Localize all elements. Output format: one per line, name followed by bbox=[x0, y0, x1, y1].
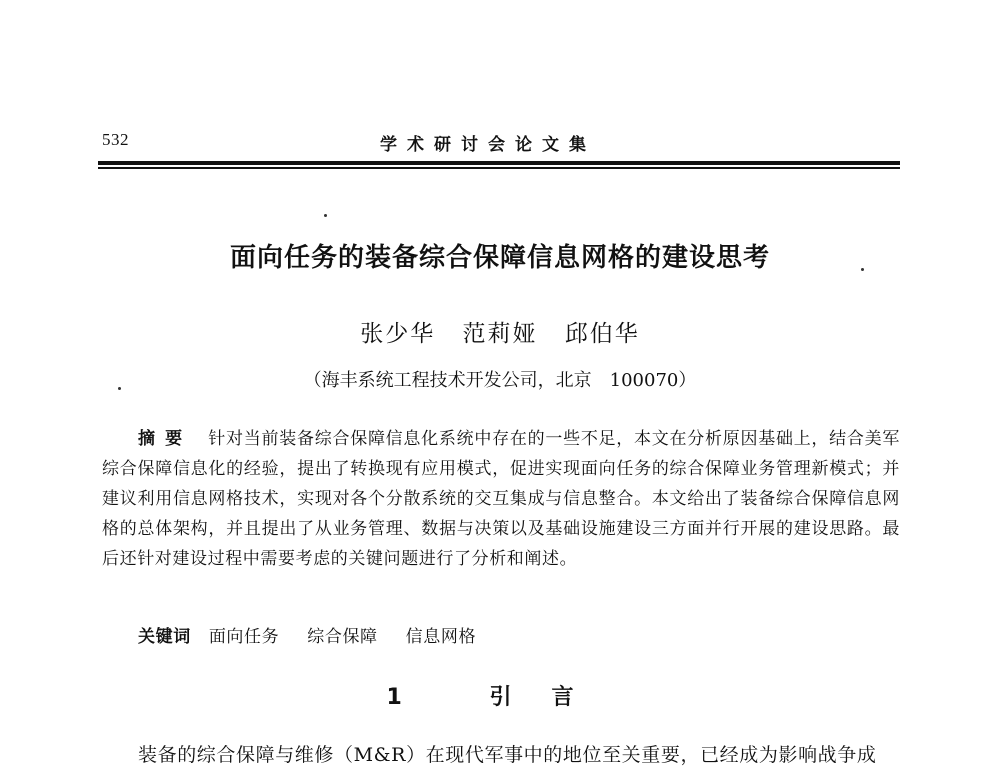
keywords bbox=[138, 622, 498, 647]
header-rule-thick bbox=[98, 161, 900, 165]
keyword-item: 信息网格 bbox=[405, 627, 477, 647]
paper-authors: 张少华 范莉娅 邱伯华 bbox=[360, 321, 640, 347]
body-paragraph-first-line: 装备的综合保障与维修（M&R）在现代军事中的地位至关重要，已经成为影响战争成 bbox=[138, 744, 877, 766]
header-rule-thin bbox=[98, 167, 900, 169]
section-heading: 1 引言 bbox=[386, 685, 614, 710]
keyword-item: 面向任务 bbox=[208, 627, 280, 647]
abstract-text: 针对当前装备综合保障信息化系统中存在的一些不足，本文在分析原因基础上，结合美军综合保障信息化的经验，提出了转换现有应用模式，促进实现面向任务的综合保障业务管理新模式；并建议利用信息网格技术，实现对各个分散系统的交互集成与信息整合。本文给出了装备综合保障信息网格的总体架构，并且提出了从业务管理、数据与决策以及基础设施建设三方面并行开展的建设思路。最后还针对建设过程中需要考虑的关键问题进行了分析和阐述。 bbox=[102, 429, 900, 569]
keyword-item: 综合保障 bbox=[307, 627, 378, 647]
scan-speck bbox=[324, 214, 327, 217]
paper-title: 面向任务的装备综合保障信息网格的建设思考 bbox=[229, 243, 770, 273]
paper-affiliation: （海丰系统工程技术开发公司，北京 100070） bbox=[303, 370, 697, 391]
page-number: 532 bbox=[102, 130, 129, 149]
abstract bbox=[102, 424, 900, 574]
abstract-label: 摘要 bbox=[138, 429, 193, 449]
running-head: 学术研讨会论文集 bbox=[380, 135, 596, 155]
keywords-label: 关键词 bbox=[138, 627, 191, 647]
